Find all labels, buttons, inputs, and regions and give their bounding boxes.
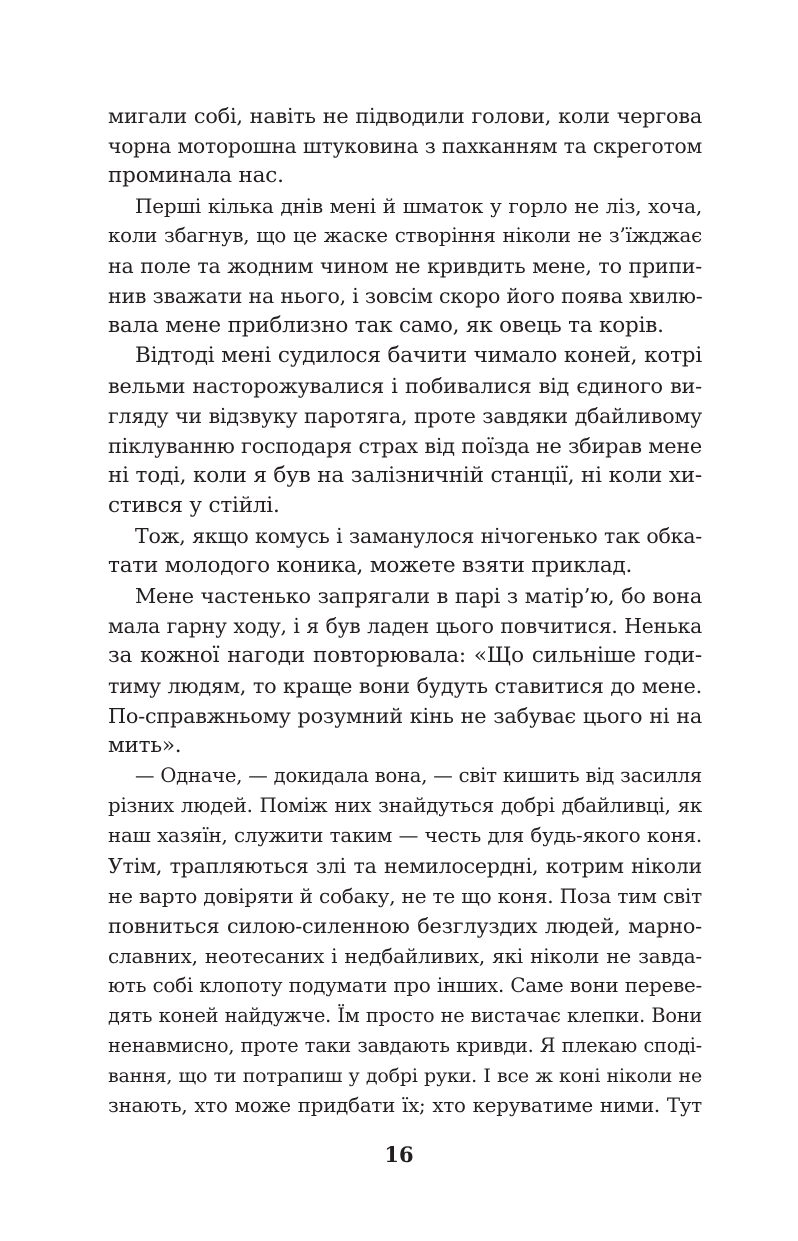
text-line: ненавмисно, проте таки завдають кривди. Я плекаю споді- bbox=[108, 1034, 702, 1057]
text-line: славних, неотесаних і недбайливих, які ніколи не завда- bbox=[108, 944, 702, 968]
text-line: різних людей. Поміж них знайдуться добрі дбайливці, як bbox=[108, 794, 702, 817]
page-number: 16 bbox=[384, 1142, 414, 1167]
text-line: вання, що ти потрапиш у добрі руки. І все ж коні ніколи не bbox=[108, 1065, 702, 1087]
text-line: на поле та жодним чином не кривдить мене, то припи- bbox=[108, 254, 702, 278]
text-line: коли збагнув, що це жаске створіння ніколи не з’їжджає bbox=[108, 224, 702, 247]
text-line: вельми насторожувалися і побивалися від єдиного ви- bbox=[108, 374, 702, 398]
text-line: чорна моторошна штуковина з пахканням та скреготом bbox=[108, 134, 702, 158]
text-line: наш хазяїн, служити таким — честь для будь-якого коня. bbox=[108, 824, 702, 847]
text-line: тати молодого коника, можете взяти приклад. bbox=[108, 553, 633, 578]
text-line: мигали собі, навіть не підводили голови, коли чергова bbox=[108, 104, 702, 128]
text-line: знають, хто може придбати їх; хто керуватиме ними. Тут bbox=[108, 1094, 702, 1117]
text-line: піклуванню господаря страх від поїзда не збирав мене bbox=[108, 434, 702, 458]
text-line: ють собі клопоту подумати про інших. Саме вони переве- bbox=[108, 974, 702, 997]
text-line: вала мене приблизно так само, як овець та корів. bbox=[108, 313, 664, 338]
text-line: гляду чи відзвуку паротяга, проте завдяки дбайливому bbox=[108, 404, 702, 428]
text-line: мала гарну ходу, і я був ладен цього повчитися. Ненька bbox=[108, 614, 702, 638]
text-line: нив зважати на нього, і зовсім скоро його поява хвилю- bbox=[108, 284, 703, 308]
text-line: за кожної нагоди повторювала: «Що сильніше годи- bbox=[108, 643, 702, 668]
text-line: мить». bbox=[108, 733, 182, 758]
text-line: Перші кілька днів мені й шматок у горло не ліз, хоча, bbox=[135, 194, 702, 218]
text-line: повниться силою-силенною безглуздих людей, марно- bbox=[108, 914, 702, 938]
text-line: проминала нас. bbox=[108, 163, 284, 188]
text-line: ні тоді, коли я був на залізничній станції, ні коли хи- bbox=[108, 463, 702, 488]
text-line: По-справжньому розумний кінь не забуває цього ні на bbox=[108, 704, 702, 728]
text-line: — Одначе, — докидала вона, — світ кишить від засилля bbox=[135, 764, 702, 787]
text-line: не варто довіряти й собаку, не те що коня. Поза тим світ bbox=[108, 884, 702, 908]
text-line: Утім, трапляються злі та немилосердні, котрим ніколи bbox=[108, 854, 702, 878]
text-line: Тож, якщо комусь і заманулося нічогенько так обка- bbox=[135, 524, 702, 548]
text-line: тиму людям, то краще вони будуть ставитися до мене. bbox=[108, 674, 702, 698]
text-line: Відтоді мені судилося бачити чимало коней, котрі bbox=[135, 343, 702, 368]
text-line: стився у стійлі. bbox=[108, 493, 280, 518]
text-line: Мене частенько запрягали в парі з матір’ю, бо вона bbox=[135, 584, 702, 608]
text-line: дять коней найдужче. Їм просто не вистачає клепки. Вони bbox=[108, 1004, 702, 1027]
